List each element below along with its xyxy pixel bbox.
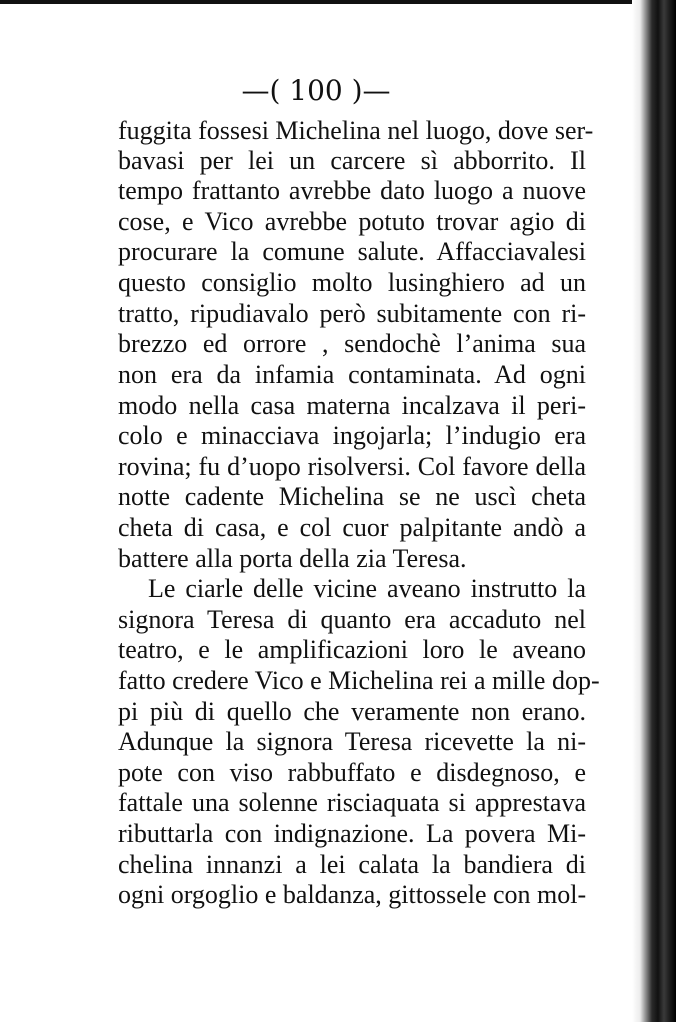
text-line: rovina; fu d’uopo risolversi. Col favore della <box>118 452 586 481</box>
text-line: brezzo ed orrore , sendochè l’anima sua <box>118 329 586 358</box>
text-line: fattale una solenne risciaquata si apprestava <box>118 788 586 817</box>
text-line: non era da infamia contaminata. Ad ogni <box>118 360 586 389</box>
text-line: teatro, e le amplificazioni loro le aveano <box>118 635 586 664</box>
text-line: Le ciarle delle vicine aveano instrutto la <box>148 574 586 603</box>
text-line: Adunque la signora Teresa ricevette la ni- <box>118 727 586 756</box>
text-line: procurare la comune salute. Affacciavalesi <box>118 237 586 266</box>
text-line: pi più di quello che veramente non erano. <box>118 697 586 726</box>
book-spine-edge <box>632 0 676 1022</box>
text-line: fatto credere Vico e Michelina rei a mille dop- <box>118 666 600 695</box>
text-line: bavasi per lei un carcere sì abborrito. Il <box>118 146 586 175</box>
text-line: pote con viso rabbuffato e disdegnoso, e <box>118 758 586 787</box>
text-line: signora Teresa di quanto era accaduto nel <box>118 605 586 634</box>
text-line: battere alla porta della zia Teresa. <box>118 544 467 573</box>
text-line: cheta di casa, e col cuor palpitante andò a <box>118 513 586 542</box>
text-line: tratto, ripudiavalo però subitamente con ri- <box>118 299 586 328</box>
text-line: colo e minacciava ingojarla; l’indugio era <box>118 421 586 450</box>
page-number: —( 100 )— <box>241 74 391 107</box>
text-line: ogni orgoglio e baldanza, gittossele con mol- <box>118 880 587 909</box>
text-line: notte cadente Michelina se ne uscì cheta <box>118 482 586 511</box>
text-line: fuggita fossesi Michelina nel luogo, dove ser- <box>118 116 594 145</box>
text-line: chelina innanzi a lei calata la bandiera di <box>118 850 586 879</box>
text-line: modo nella casa materna incalzava il peri- <box>118 391 586 420</box>
text-line: cose, e Vico avrebbe potuto trovar agio di <box>118 207 586 236</box>
text-line: ributtarla con indignazione. La povera Mi- <box>118 819 586 848</box>
text-line: questo consiglio molto lusinghiero ad un <box>118 268 586 297</box>
text-line: tempo frattanto avrebbe dato luogo a nuove <box>118 176 586 205</box>
